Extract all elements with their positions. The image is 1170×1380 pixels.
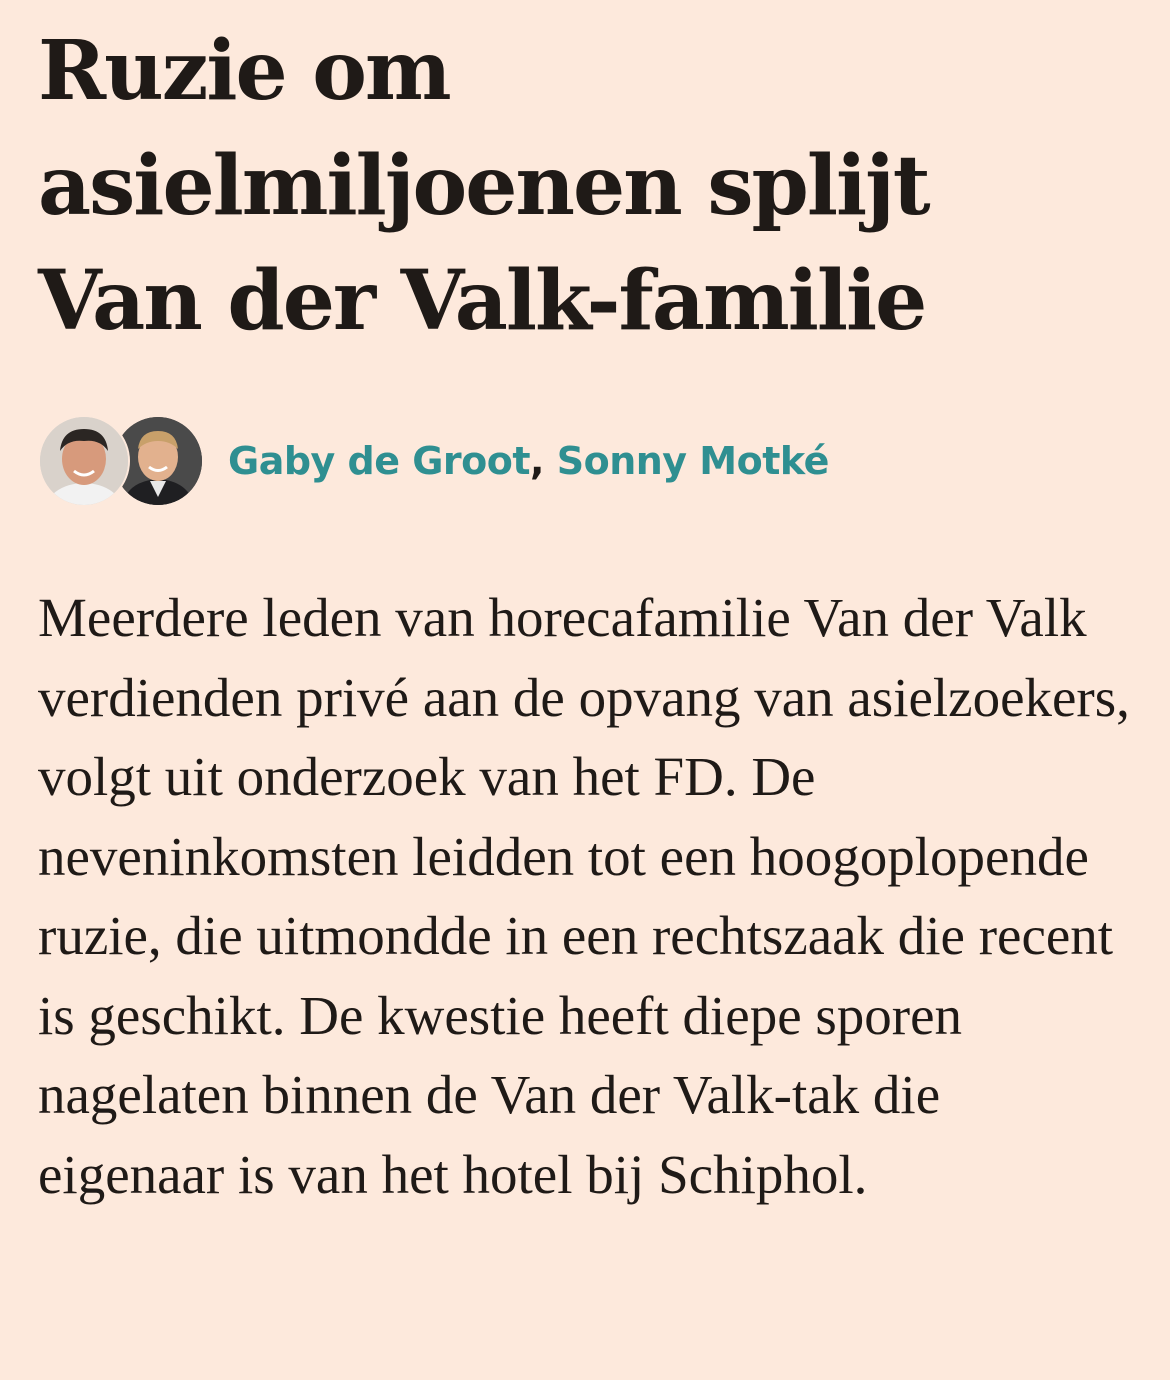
author-link-1[interactable]: Gaby de Groot (228, 439, 531, 483)
author-names (228, 439, 829, 483)
author-separator: , (530, 439, 544, 483)
article-lede: Meerdere leden van horecafamilie Van der Valk verdienden privé aan de opvang van asielzoekers, volgt uit onderzoek van het FD. De neveninkomsten leidden tot een hoogoplopende ruzie, die uitmondde in een rechtszaak die recent is geschikt. De kwestie heeft diepe sporen nagelaten binnen de Van der Valk-tak die eigenaar is van het hotel bij Schiphol. (38, 587, 1130, 1205)
byline (38, 415, 829, 507)
headline: Ruzie om asielmiljoenen splijt Van der Valk-familie (38, 23, 929, 349)
article (38, 0, 1138, 1205)
author-avatars (38, 415, 202, 507)
avatar-author-1[interactable] (38, 415, 130, 507)
author-link-2[interactable]: Sonny Motké (556, 439, 829, 483)
